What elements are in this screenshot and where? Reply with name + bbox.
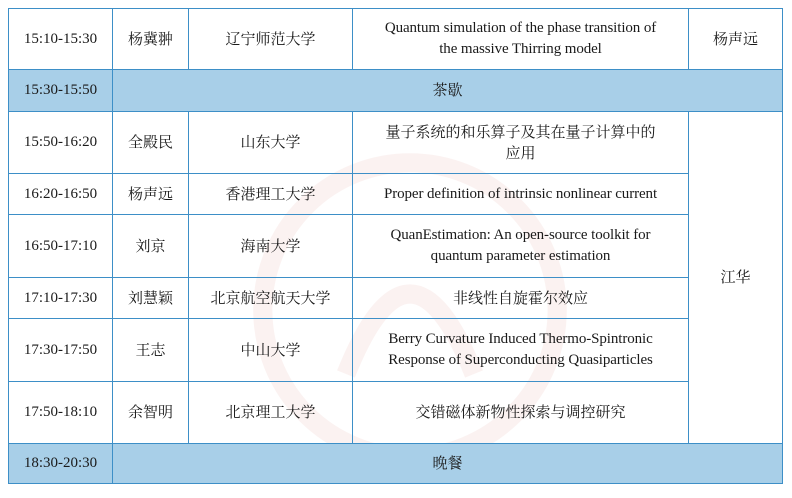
talk-title-cell	[353, 112, 689, 174]
talk-title-cell	[353, 9, 689, 70]
speaker-cell: 杨冀翀	[113, 9, 189, 70]
time-cell: 18:30-20:30	[9, 444, 113, 484]
table-row	[9, 112, 783, 174]
talk-title-cell	[353, 215, 689, 278]
chair-cell: 江华	[689, 112, 783, 444]
break-row	[9, 70, 783, 112]
talk-title-cell: 非线性自旋霍尔效应	[353, 278, 689, 319]
talk-title-line: Berry Curvature Induced Thermo-Spintronic	[388, 331, 653, 347]
talk-title-line: quantum parameter estimation	[430, 248, 611, 264]
break-label: 茶歇	[113, 70, 783, 112]
table-row	[9, 9, 783, 70]
institution-cell: 中山大学	[189, 319, 353, 382]
table-row	[9, 319, 783, 382]
time-cell: 17:30-17:50	[9, 319, 113, 382]
speaker-cell: 王志	[113, 319, 189, 382]
institution-cell: 山东大学	[189, 112, 353, 174]
speaker-cell: 刘京	[113, 215, 189, 278]
schedule-table	[8, 8, 783, 484]
time-cell: 16:50-17:10	[9, 215, 113, 278]
institution-cell: 香港理工大学	[189, 174, 353, 215]
talk-title-line: Quantum simulation of the phase transition of	[384, 20, 657, 36]
institution-cell: 辽宁师范大学	[189, 9, 353, 70]
speaker-cell: 刘慧颖	[113, 278, 189, 319]
speaker-cell: 杨声远	[113, 174, 189, 215]
chair-cell: 杨声远	[689, 9, 783, 70]
time-cell: 17:10-17:30	[9, 278, 113, 319]
time-cell: 15:50-16:20	[9, 112, 113, 174]
table-row	[9, 382, 783, 444]
time-cell: 17:50-18:10	[9, 382, 113, 444]
break-row	[9, 444, 783, 484]
talk-title-line: Response of Superconducting Quasiparticles	[388, 352, 653, 368]
institution-cell: 海南大学	[189, 215, 353, 278]
talk-title-cell: 交错磁体新物性探索与调控研究	[353, 382, 689, 444]
talk-title-cell	[353, 319, 689, 382]
time-cell: 15:30-15:50	[9, 70, 113, 112]
talk-title-line: 量子系统的和乐算子及其在量子计算中的	[385, 122, 656, 141]
institution-cell: 北京理工大学	[189, 382, 353, 444]
institution-cell: 北京航空航天大学	[189, 278, 353, 319]
talk-title-line: the massive Thirring model	[439, 41, 602, 57]
table-row	[9, 278, 783, 319]
speaker-cell: 全殿民	[113, 112, 189, 174]
time-cell: 15:10-15:30	[9, 9, 113, 70]
talk-title-line: QuanEstimation: An open-source toolkit for	[390, 227, 651, 243]
speaker-cell: 余智明	[113, 382, 189, 444]
time-cell: 16:20-16:50	[9, 174, 113, 215]
break-label: 晚餐	[113, 444, 783, 484]
table-row	[9, 174, 783, 215]
talk-title-cell: Proper definition of intrinsic nonlinear current	[353, 174, 689, 215]
table-row	[9, 215, 783, 278]
talk-title-line: 应用	[505, 143, 536, 162]
